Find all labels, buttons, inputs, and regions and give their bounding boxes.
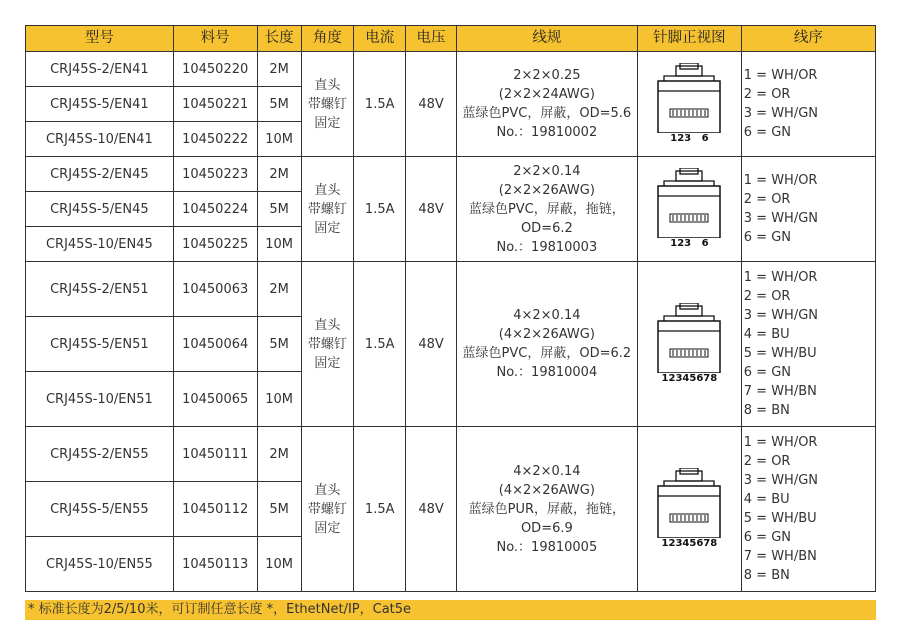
table-row (26, 427, 876, 482)
wiring-line: 1 = WH/OR (743, 68, 818, 83)
angle-line: 直头 (314, 77, 341, 93)
gauge-line: No.：19810002 (496, 125, 598, 140)
wiring-line: 1 = WH/OR (743, 270, 818, 285)
header-part: 料号 (173, 26, 257, 52)
length-cell: 5M (257, 192, 301, 227)
voltage-cell: 48V (406, 157, 456, 262)
angle-line: 固定 (314, 355, 341, 371)
wiring-line: 1 = WH/OR (743, 173, 818, 188)
angle-line: 直头 (314, 317, 341, 333)
table-row (26, 157, 876, 192)
gauge-cell (456, 52, 637, 157)
angle-cell (301, 427, 353, 592)
model-cell: CRJ45S-10/EN51 (26, 372, 174, 427)
gauge-line: (2×2×26AWG) (498, 182, 595, 198)
part-cell: 10450064 (173, 317, 257, 372)
length-cell: 10M (257, 122, 301, 157)
angle-cell (301, 52, 353, 157)
wiring-line: 6 = GN (743, 530, 791, 545)
pin-label: 123 6 (670, 133, 709, 144)
model-cell: CRJ45S-5/EN41 (26, 87, 174, 122)
angle-line: 带螺钉 (307, 96, 347, 112)
gauge-line: 4×2×0.14 (513, 308, 581, 323)
part-cell: 10450112 (173, 482, 257, 537)
angle-line: 带螺钉 (307, 501, 347, 517)
wiring-cell (741, 427, 875, 592)
gauge-cell (456, 157, 637, 262)
pin-label: 123 6 (670, 238, 709, 249)
length-cell: 5M (257, 87, 301, 122)
current-cell: 1.5A (354, 157, 406, 262)
length-cell: 2M (257, 427, 301, 482)
wiring-line: 5 = WH/BU (743, 511, 817, 526)
current-cell: 1.5A (354, 262, 406, 427)
gauge-line: No.：19810003 (496, 239, 598, 255)
part-cell: 10450223 (173, 157, 257, 192)
model-cell: CRJ45S-5/EN45 (26, 192, 174, 227)
gauge-cell (456, 427, 637, 592)
length-cell: 2M (257, 157, 301, 192)
pinout-cell (638, 157, 742, 262)
table-row (26, 52, 876, 87)
wiring-line: 8 = BN (743, 403, 790, 418)
model-cell: CRJ45S-10/EN41 (26, 122, 174, 157)
gauge-line: OD=6.2 (520, 220, 573, 236)
pin-label: 12345678 (661, 373, 718, 384)
wiring-cell (741, 157, 875, 262)
gauge-line: 蓝绿色PUR，屏蔽，拖链， (468, 501, 626, 517)
pinout-cell (638, 52, 742, 157)
length-cell: 5M (257, 482, 301, 537)
length-cell: 10M (257, 372, 301, 427)
part-cell: 10450220 (173, 52, 257, 87)
model-cell: CRJ45S-2/EN51 (26, 262, 174, 317)
angle-cell (301, 262, 353, 427)
gauge-line: 4×2×0.14 (513, 463, 581, 479)
part-cell: 10450111 (173, 427, 257, 482)
pin-label: 12345678 (661, 538, 718, 549)
current-cell: 1.5A (354, 52, 406, 157)
header-current: 电流 (354, 26, 406, 52)
header-row (26, 26, 876, 52)
length-cell: 2M (257, 262, 301, 317)
rj45-pinout-icon (656, 63, 722, 133)
wiring-line: 4 = BU (743, 327, 790, 342)
wiring-line: 7 = WH/BN (743, 549, 817, 564)
wiring-line: 5 = WH/BU (743, 346, 817, 361)
wiring-line: 1 = WH/OR (743, 435, 818, 450)
header-gauge: 线规 (456, 26, 637, 52)
angle-line: 固定 (314, 520, 341, 536)
gauge-cell (456, 262, 637, 427)
length-cell: 10M (257, 227, 301, 262)
angle-line: 带螺钉 (307, 336, 347, 352)
header-pinout: 针脚正视图 (638, 26, 742, 52)
wiring-line: 2 = OR (743, 192, 791, 207)
current-cell: 1.5A (354, 427, 406, 592)
angle-line: 直头 (314, 482, 341, 498)
gauge-line: No.：19810004 (496, 365, 598, 380)
header-wiring: 线序 (741, 26, 875, 52)
part-cell: 10450113 (173, 537, 257, 592)
wiring-line: 2 = OR (743, 87, 791, 102)
model-cell: CRJ45S-10/EN55 (26, 537, 174, 592)
rj45-pinout-icon (656, 168, 722, 238)
length-cell: 10M (257, 537, 301, 592)
model-cell: CRJ45S-5/EN55 (26, 482, 174, 537)
model-cell: CRJ45S-10/EN45 (26, 227, 174, 262)
table-row (26, 262, 876, 317)
wiring-line: 2 = OR (743, 289, 791, 304)
gauge-line: (2×2×24AWG) (498, 87, 595, 102)
pinout-cell (638, 262, 742, 427)
length-cell: 2M (257, 52, 301, 87)
header-model: 型号 (26, 26, 174, 52)
wiring-line: 3 = WH/GN (743, 106, 819, 121)
wiring-line: 6 = GN (743, 365, 791, 380)
angle-cell (301, 157, 353, 262)
wiring-line: 6 = GN (743, 125, 791, 140)
header-angle: 角度 (301, 26, 353, 52)
gauge-line: No.：19810005 (496, 539, 598, 555)
angle-line: 带螺钉 (307, 201, 347, 217)
gauge-line: 2×2×0.14 (513, 163, 581, 179)
wiring-line: 8 = BN (743, 568, 790, 583)
wiring-line: 3 = WH/GN (743, 473, 819, 488)
model-cell: CRJ45S-2/EN45 (26, 157, 174, 192)
voltage-cell: 48V (406, 262, 456, 427)
spec-table (25, 25, 876, 592)
wiring-cell (741, 52, 875, 157)
gauge-line: 蓝绿色PVC，屏蔽，拖链， (468, 201, 625, 217)
gauge-line: 蓝绿色PVC，屏蔽，OD=5.6 (462, 106, 632, 121)
rj45-pinout-icon (656, 468, 722, 538)
part-cell: 10450225 (173, 227, 257, 262)
model-cell: CRJ45S-2/EN55 (26, 427, 174, 482)
gauge-line: OD=6.9 (520, 520, 573, 536)
wiring-cell (741, 262, 875, 427)
gauge-line: 2×2×0.25 (513, 68, 581, 83)
angle-line: 固定 (314, 220, 341, 236)
wiring-line: 2 = OR (743, 454, 791, 469)
header-length: 长度 (257, 26, 301, 52)
gauge-line: (4×2×26AWG) (498, 482, 595, 498)
voltage-cell: 48V (406, 52, 456, 157)
part-cell: 10450222 (173, 122, 257, 157)
part-cell: 10450065 (173, 372, 257, 427)
gauge-line: (4×2×26AWG) (498, 327, 595, 342)
wiring-line: 3 = WH/GN (743, 308, 819, 323)
rj45-pinout-icon (656, 303, 722, 373)
wiring-line: 7 = WH/BN (743, 384, 817, 399)
wiring-line: 4 = BU (743, 492, 790, 507)
angle-line: 直头 (314, 182, 341, 198)
angle-line: 固定 (314, 115, 341, 131)
part-cell: 10450221 (173, 87, 257, 122)
model-cell: CRJ45S-5/EN51 (26, 317, 174, 372)
pinout-cell (638, 427, 742, 592)
header-voltage: 电压 (406, 26, 456, 52)
wiring-line: 3 = WH/GN (743, 211, 819, 226)
part-cell: 10450224 (173, 192, 257, 227)
length-cell: 5M (257, 317, 301, 372)
wiring-line: 6 = GN (743, 230, 791, 245)
part-cell: 10450063 (173, 262, 257, 317)
gauge-line: 蓝绿色PVC，屏蔽，OD=6.2 (462, 346, 632, 361)
model-cell: CRJ45S-2/EN41 (26, 52, 174, 87)
voltage-cell: 48V (406, 427, 456, 592)
footer-note: * 标准长度为2/5/10米，可订制任意长度 *，EthetNet/IP，Cat5e (25, 600, 876, 620)
